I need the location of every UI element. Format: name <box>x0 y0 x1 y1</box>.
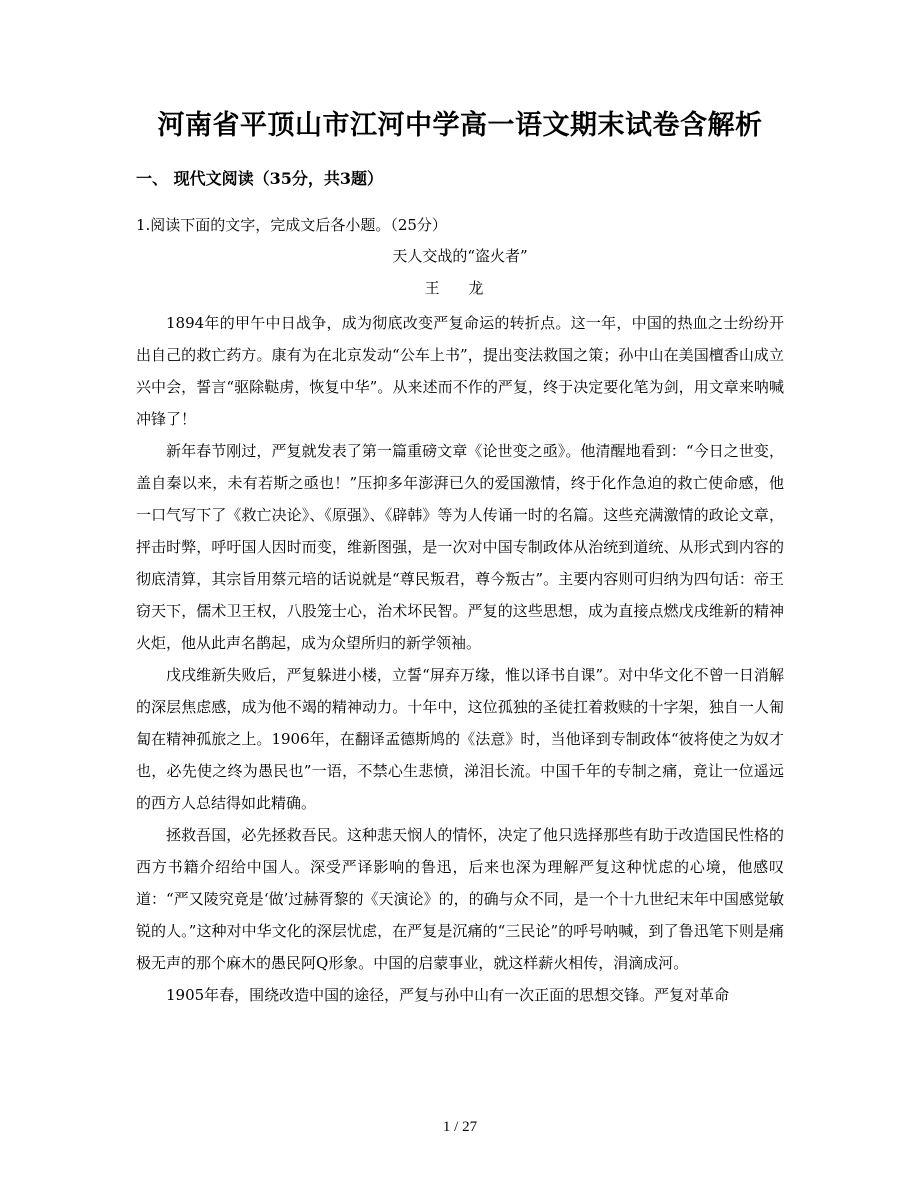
document-title: 河南省平顶山市江河中学高一语文期末试卷含解析 <box>157 110 763 141</box>
paragraph: 新年春节刚过，严复就发表了第一篇重磅文章《论世变之亟》。他清醒地看到：“今日之世变，盖自秦以来，未有若斯之亟也！”压抑多年澎湃已久的爱国激情，终于化作急迫的救亡使命感，他一口气写下了《救亡决论》、《原强》、《辟韩》等为人传诵一时的名篇。这些充满激情的政论文章，抨击时弊，呼吁国人因时而变，维新图强，是一次对中国专制政体从治统到道统、从形式到内容的彻底清算，其宗旨用蔡元培的话说就是“尊民叛君，尊今叛古”。主要内容则可归纳为四句话：帝王窃天下，儒术卫王权，八股笼士心，治术坏民智。严复的这些思想，成为直接点燃戊戌维新的精神火炬，他从此声名鹊起，成为众望所归的新学领袖。 <box>136 442 784 652</box>
article-body <box>136 307 784 1011</box>
paragraph: 拯救吾国，必先拯救吾民。这种悲天悯人的情怀，决定了他只选择那些有助于改造国民性格的西方书籍介绍给中国人。深受严译影响的鲁迅，后来也深为理解严复这种忧虑的心境，他感叹道：“严又陵究竟是‘做’过赫胥黎的《天演论》的，的确与众不同，是一个十九世纪末年中国感觉敏锐的人。”这种对中华文化的深层忧虑，在严复是沉痛的“三民论”的呼号呐喊，到了鲁迅笔下则是痛极无声的那个麻木的愚民阿Q形象。中国的启蒙事业，就这样薪火相传，涓滴成河。 <box>136 826 784 972</box>
article-author: 王 龙 <box>424 279 496 297</box>
paragraph: 戊戌维新失败后，严复躲进小楼，立誓“屏弃万缘，惟以译书自课”。对中华文化不曾一日消解的深层焦虑感，成为他不竭的精神动力。十年中，这位孤独的圣徒扛着救赎的十字架，独自一人匍匐在精神孤旅之上。1906年，在翻译孟德斯鸠的《法意》时，当他译到专制政体“彼将使之为奴才也，必先使之终为愚民也”一语，不禁心生悲愤，涕泪长流。中国千年的专制之痛，竟让一位遥远的西方人总结得如此精确。 <box>136 666 784 812</box>
section-heading: 一、 现代文阅读（35分，共3题） <box>136 169 383 188</box>
article-title: 天人交战的“盗火者” <box>392 247 528 265</box>
paragraph: 1894年的甲午中日战争，成为彻底改变严复命运的转折点。这一年，中国的热血之士纷纷开出自己的救亡药方。康有为在北京发动“公车上书”，提出变法救国之策；孙中山在美国檀香山成立兴中会，誓言“驱除鞑虏，恢复中华”。从来述而不作的严复，终于决定要化笔为剑，用文章来呐喊冲锋了！ <box>136 314 784 428</box>
question-intro: 1.阅读下面的文字，完成文后各小题。（25分） <box>136 216 447 234</box>
paragraph: 1905年春，围绕改造中国的途径，严复与孙中山有一次正面的思想交锋。严复对革命 <box>166 986 730 1004</box>
page-number: 1 / 27 <box>442 1119 478 1135</box>
